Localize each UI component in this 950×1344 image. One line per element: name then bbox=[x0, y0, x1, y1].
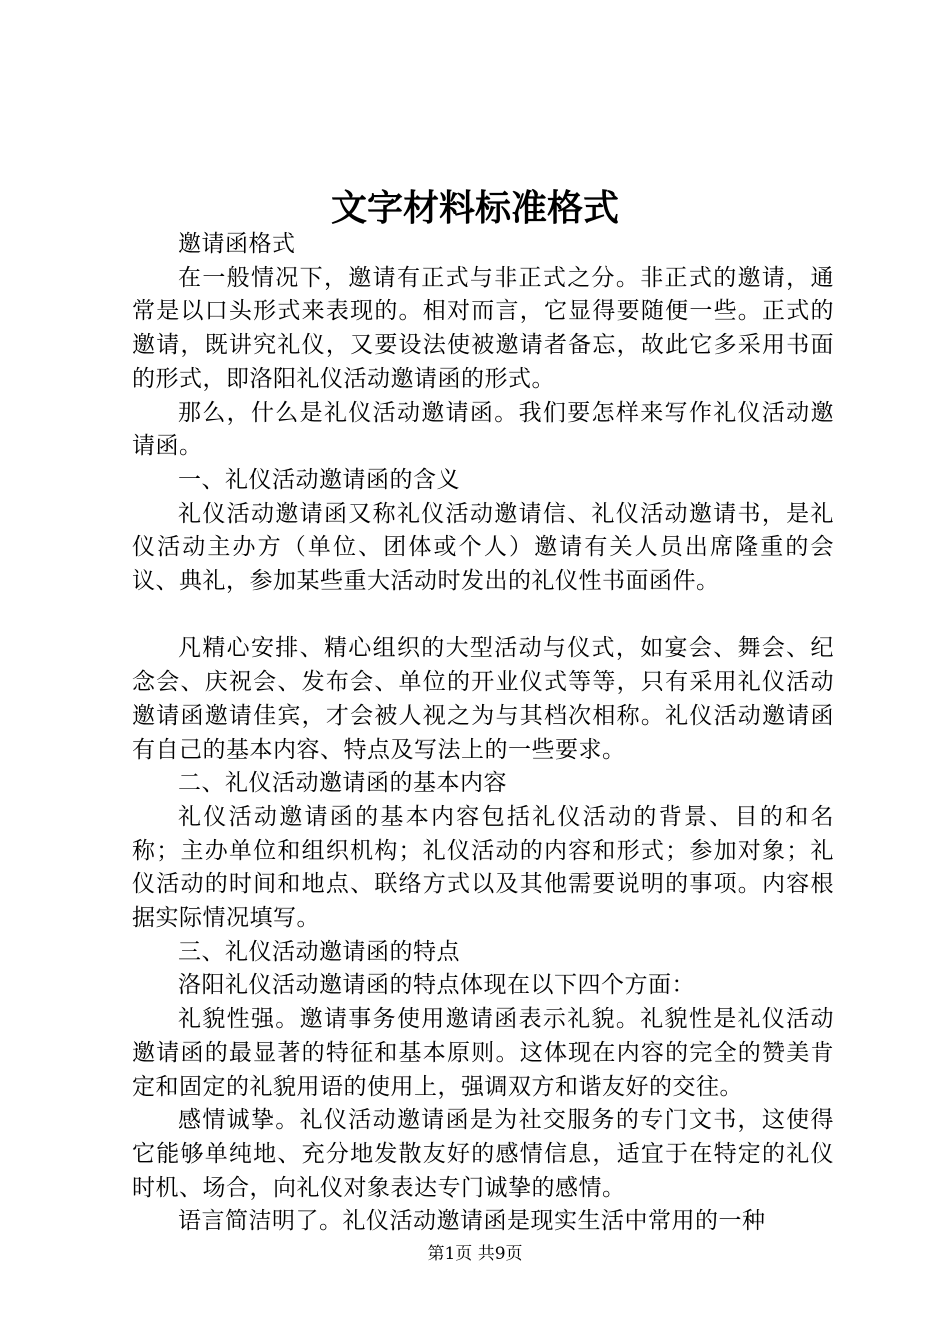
paragraph-question: 那么，什么是礼仪活动邀请函。我们要怎样来写作礼仪活动邀请函。 bbox=[132, 399, 834, 460]
paragraph-features-intro: 洛阳礼仪活动邀请函的特点体现在以下四个方面： bbox=[178, 972, 695, 999]
paragraph-feature-sincerity: 感情诚挚。礼仪活动邀请函是为社交服务的专门文书，这使得它能够单纯地、充分地发散友好的感情信息，适宜于在特定的礼仪时机、场合，向礼仪对象表达专门诚挚的感情。 bbox=[132, 1107, 834, 1201]
page-footer: 第1页 共9页 bbox=[427, 1244, 523, 1264]
paragraph-feature-politeness: 礼貌性强。邀请事务使用邀请函表示礼貌。礼貌性是礼仪活动邀请函的最显著的特征和基本原则。这体现在内容的完全的赞美肯定和固定的礼貌用语的使用上，强调双方和谐友好的交往。 bbox=[132, 1006, 834, 1100]
document-title: 文字材料标准格式 bbox=[330, 187, 619, 229]
section-heading-features: 三、礼仪活动邀请函的特点 bbox=[178, 938, 460, 965]
paragraph-intro: 在一般情况下，邀请有正式与非正式之分。非正式的邀请，通常是以口头形式来表现的。相对而言，它显得要随便一些。正式的邀请，既讲究礼仪，又要设法使被邀请者备忘，故此它多采用书面的形式，即洛阳礼仪活动邀请函的形式。 bbox=[132, 264, 834, 392]
section-heading-basic-content: 二、礼仪活动邀请函的基本内容 bbox=[178, 770, 507, 797]
paragraph-usage: 凡精心安排、精心组织的大型活动与仪式，如宴会、舞会、纪念会、庆祝会、发布会、单位的开业仪式等等，只有采用礼仪活动邀请函邀请佳宾，才会被人视之为与其档次相称。礼仪活动邀请函有自己的基本内容、特点及写法上的一些要求。 bbox=[132, 635, 834, 763]
paragraph-basic-content: 礼仪活动邀请函的基本内容包括礼仪活动的背景、目的和名称；主办单位和组织机构；礼仪活动的内容和形式；参加对象；礼仪活动的时间和地点、联络方式以及其他需要说明的事项。内容根据实际情况填写。 bbox=[132, 803, 834, 932]
paragraph-definition: 礼仪活动邀请函又称礼仪活动邀请信、礼仪活动邀请书，是礼仪活动主办方（单位、团体或个人）邀请有关人员出席隆重的会议、典礼，参加某些重大活动时发出的礼仪性书面函件。 bbox=[132, 500, 834, 595]
document-body bbox=[132, 228, 834, 1239]
paragraph-feature-concise: 语言简洁明了。礼仪活动邀请函是现实生活中常用的一种 bbox=[178, 1208, 766, 1235]
section-heading-definition: 一、礼仪活动邀请函的含义 bbox=[178, 466, 460, 493]
paragraph-heading-invitation-format: 邀请函格式 bbox=[178, 231, 296, 257]
